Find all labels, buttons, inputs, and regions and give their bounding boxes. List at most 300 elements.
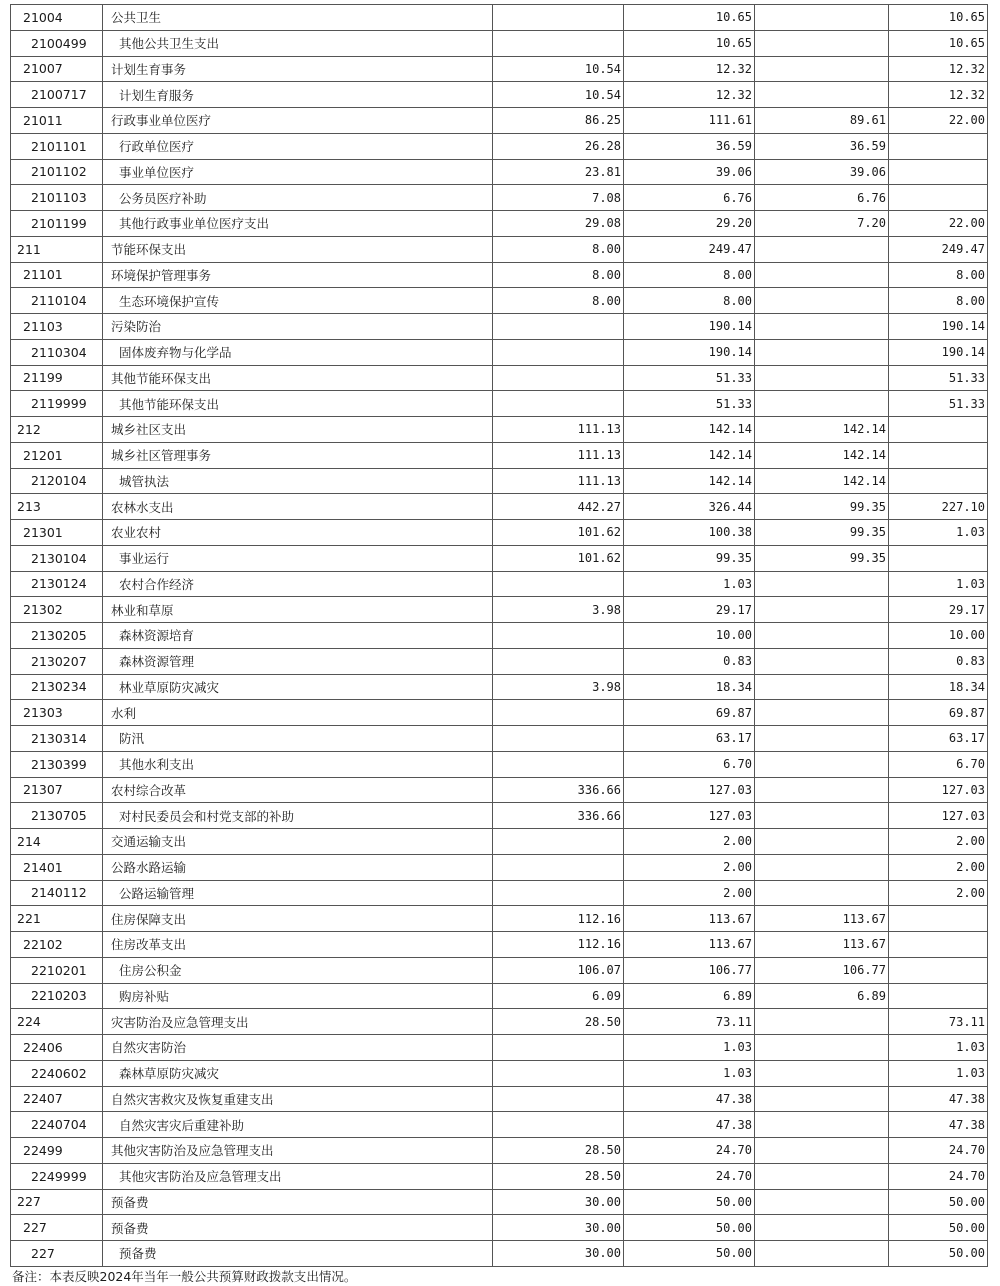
table-row (11, 56, 988, 82)
prior-year-cell (493, 880, 624, 906)
table-row (11, 854, 988, 880)
row-code-cell: 21301 (11, 520, 103, 546)
basic-expenditure-cell (755, 339, 889, 365)
total-cell: 1.03 (624, 571, 755, 597)
row-name-cell: 城管执法 (103, 468, 493, 494)
table-row (11, 829, 988, 855)
project-expenditure-cell (889, 983, 988, 1009)
row-code-cell: 21004 (11, 5, 103, 31)
project-expenditure-cell: 1.03 (889, 1035, 988, 1061)
project-expenditure-cell: 18.34 (889, 674, 988, 700)
row-name-cell: 其他公共卫生支出 (103, 30, 493, 56)
project-expenditure-cell: 10.65 (889, 5, 988, 31)
basic-expenditure-cell (755, 854, 889, 880)
basic-expenditure-cell (755, 1215, 889, 1241)
basic-expenditure-cell (755, 288, 889, 314)
basic-expenditure-cell (755, 1138, 889, 1164)
table-row (11, 1060, 988, 1086)
total-cell: 18.34 (624, 674, 755, 700)
table-row (11, 545, 988, 571)
project-expenditure-cell: 73.11 (889, 1009, 988, 1035)
prior-year-cell (493, 1112, 624, 1138)
row-name-cell: 林业草原防灾减灾 (103, 674, 493, 700)
total-cell: 99.35 (624, 545, 755, 571)
total-cell: 10.65 (624, 5, 755, 31)
prior-year-cell: 29.08 (493, 211, 624, 237)
row-name-cell: 固体废弃物与化学品 (103, 339, 493, 365)
table-row (11, 5, 988, 31)
total-cell: 113.67 (624, 932, 755, 958)
prior-year-cell: 8.00 (493, 236, 624, 262)
project-expenditure-cell: 63.17 (889, 726, 988, 752)
row-name-cell: 城乡社区管理事务 (103, 442, 493, 468)
row-code-cell: 21199 (11, 365, 103, 391)
row-code-cell: 21303 (11, 700, 103, 726)
prior-year-cell: 28.50 (493, 1163, 624, 1189)
basic-expenditure-cell (755, 700, 889, 726)
total-cell: 29.17 (624, 597, 755, 623)
prior-year-cell (493, 391, 624, 417)
table-row (11, 288, 988, 314)
total-cell: 0.83 (624, 648, 755, 674)
project-expenditure-cell: 127.03 (889, 777, 988, 803)
total-cell: 51.33 (624, 365, 755, 391)
project-expenditure-cell: 8.00 (889, 288, 988, 314)
total-cell: 127.03 (624, 803, 755, 829)
row-code-cell: 227 (11, 1241, 103, 1267)
basic-expenditure-cell: 7.20 (755, 211, 889, 237)
row-name-cell: 预备费 (103, 1241, 493, 1267)
basic-expenditure-cell (755, 1163, 889, 1189)
total-cell: 326.44 (624, 494, 755, 520)
row-code-cell: 22407 (11, 1086, 103, 1112)
basic-expenditure-cell: 99.35 (755, 545, 889, 571)
row-name-cell: 森林资源管理 (103, 648, 493, 674)
total-cell: 12.32 (624, 82, 755, 108)
row-code-cell: 2130399 (11, 751, 103, 777)
row-code-cell: 22499 (11, 1138, 103, 1164)
row-name-cell: 住房公积金 (103, 957, 493, 983)
table-row (11, 648, 988, 674)
total-cell: 8.00 (624, 262, 755, 288)
project-expenditure-cell: 22.00 (889, 108, 988, 134)
table-row (11, 1035, 988, 1061)
row-name-cell: 环境保护管理事务 (103, 262, 493, 288)
table-row (11, 571, 988, 597)
table-row (11, 597, 988, 623)
project-expenditure-cell (889, 133, 988, 159)
prior-year-cell: 28.50 (493, 1138, 624, 1164)
basic-expenditure-cell (755, 880, 889, 906)
basic-expenditure-cell: 142.14 (755, 442, 889, 468)
row-name-cell: 其他行政事业单位医疗支出 (103, 211, 493, 237)
row-name-cell: 其他节能环保支出 (103, 365, 493, 391)
total-cell: 106.77 (624, 957, 755, 983)
row-name-cell: 行政事业单位医疗 (103, 108, 493, 134)
basic-expenditure-cell (755, 1241, 889, 1267)
project-expenditure-cell: 47.38 (889, 1112, 988, 1138)
row-code-cell: 22406 (11, 1035, 103, 1061)
prior-year-cell: 10.54 (493, 56, 624, 82)
row-name-cell: 对村民委员会和村党支部的补助 (103, 803, 493, 829)
project-expenditure-cell: 127.03 (889, 803, 988, 829)
basic-expenditure-cell: 99.35 (755, 520, 889, 546)
basic-expenditure-cell (755, 1189, 889, 1215)
table-row (11, 983, 988, 1009)
row-code-cell: 2130314 (11, 726, 103, 752)
prior-year-cell: 106.07 (493, 957, 624, 983)
basic-expenditure-cell (755, 30, 889, 56)
total-cell: 127.03 (624, 777, 755, 803)
table-row (11, 777, 988, 803)
prior-year-cell (493, 1086, 624, 1112)
row-code-cell: 2110304 (11, 339, 103, 365)
basic-expenditure-cell (755, 5, 889, 31)
table-row (11, 880, 988, 906)
row-code-cell: 2100499 (11, 30, 103, 56)
table-row (11, 1009, 988, 1035)
table-row (11, 185, 988, 211)
project-expenditure-cell: 0.83 (889, 648, 988, 674)
project-expenditure-cell: 2.00 (889, 829, 988, 855)
prior-year-cell (493, 5, 624, 31)
total-cell: 142.14 (624, 417, 755, 443)
total-cell: 10.65 (624, 30, 755, 56)
basic-expenditure-cell (755, 571, 889, 597)
table-row (11, 159, 988, 185)
table-row (11, 957, 988, 983)
project-expenditure-cell (889, 957, 988, 983)
table-row (11, 314, 988, 340)
row-code-cell: 221 (11, 906, 103, 932)
prior-year-cell (493, 751, 624, 777)
total-cell: 47.38 (624, 1086, 755, 1112)
table-row (11, 906, 988, 932)
total-cell: 249.47 (624, 236, 755, 262)
row-code-cell: 21007 (11, 56, 103, 82)
prior-year-cell (493, 648, 624, 674)
row-code-cell: 21401 (11, 854, 103, 880)
row-name-cell: 行政单位医疗 (103, 133, 493, 159)
row-code-cell: 2140112 (11, 880, 103, 906)
project-expenditure-cell: 22.00 (889, 211, 988, 237)
prior-year-cell: 101.62 (493, 545, 624, 571)
row-code-cell: 2130705 (11, 803, 103, 829)
basic-expenditure-cell (755, 726, 889, 752)
row-code-cell: 2101102 (11, 159, 103, 185)
project-expenditure-cell: 47.38 (889, 1086, 988, 1112)
table-row (11, 1189, 988, 1215)
total-cell: 1.03 (624, 1060, 755, 1086)
row-code-cell: 2130205 (11, 623, 103, 649)
table-row (11, 494, 988, 520)
basic-expenditure-cell: 113.67 (755, 906, 889, 932)
total-cell: 6.76 (624, 185, 755, 211)
basic-expenditure-cell: 39.06 (755, 159, 889, 185)
project-expenditure-cell: 50.00 (889, 1215, 988, 1241)
prior-year-cell: 442.27 (493, 494, 624, 520)
total-cell: 100.38 (624, 520, 755, 546)
project-expenditure-cell: 190.14 (889, 314, 988, 340)
total-cell: 1.03 (624, 1035, 755, 1061)
row-code-cell: 211 (11, 236, 103, 262)
table-row (11, 391, 988, 417)
project-expenditure-cell: 51.33 (889, 391, 988, 417)
row-code-cell: 2130124 (11, 571, 103, 597)
table-row (11, 803, 988, 829)
prior-year-cell: 111.13 (493, 468, 624, 494)
row-name-cell: 森林资源培育 (103, 623, 493, 649)
row-name-cell: 预备费 (103, 1215, 493, 1241)
row-code-cell: 2210203 (11, 983, 103, 1009)
prior-year-cell (493, 571, 624, 597)
table-row (11, 262, 988, 288)
table-row (11, 674, 988, 700)
project-expenditure-cell: 24.70 (889, 1138, 988, 1164)
project-expenditure-cell: 51.33 (889, 365, 988, 391)
row-code-cell: 2100717 (11, 82, 103, 108)
total-cell: 69.87 (624, 700, 755, 726)
row-name-cell: 其他灾害防治及应急管理支出 (103, 1163, 493, 1189)
budget-table-body (11, 5, 988, 1267)
project-expenditure-cell: 12.32 (889, 56, 988, 82)
prior-year-cell (493, 1035, 624, 1061)
row-name-cell: 事业运行 (103, 545, 493, 571)
total-cell: 6.70 (624, 751, 755, 777)
prior-year-cell: 112.16 (493, 906, 624, 932)
prior-year-cell (493, 1060, 624, 1086)
total-cell: 8.00 (624, 288, 755, 314)
row-code-cell: 2110104 (11, 288, 103, 314)
project-expenditure-cell: 10.65 (889, 30, 988, 56)
row-name-cell: 计划生育服务 (103, 82, 493, 108)
row-code-cell: 2240602 (11, 1060, 103, 1086)
project-expenditure-cell: 69.87 (889, 700, 988, 726)
row-name-cell: 住房保障支出 (103, 906, 493, 932)
row-name-cell: 购房补贴 (103, 983, 493, 1009)
basic-expenditure-cell: 89.61 (755, 108, 889, 134)
total-cell: 2.00 (624, 854, 755, 880)
project-expenditure-cell: 6.70 (889, 751, 988, 777)
total-cell: 142.14 (624, 442, 755, 468)
project-expenditure-cell (889, 932, 988, 958)
project-expenditure-cell: 50.00 (889, 1189, 988, 1215)
total-cell: 47.38 (624, 1112, 755, 1138)
project-expenditure-cell: 2.00 (889, 880, 988, 906)
table-row (11, 442, 988, 468)
row-name-cell: 农业农村 (103, 520, 493, 546)
row-name-cell: 自然灾害防治 (103, 1035, 493, 1061)
row-code-cell: 2101199 (11, 211, 103, 237)
prior-year-cell: 336.66 (493, 803, 624, 829)
row-name-cell: 公路水路运输 (103, 854, 493, 880)
table-row (11, 726, 988, 752)
table-row (11, 339, 988, 365)
row-name-cell: 计划生育事务 (103, 56, 493, 82)
basic-expenditure-cell (755, 82, 889, 108)
row-code-cell: 21201 (11, 442, 103, 468)
row-name-cell: 灾害防治及应急管理支出 (103, 1009, 493, 1035)
total-cell: 50.00 (624, 1189, 755, 1215)
project-expenditure-cell: 227.10 (889, 494, 988, 520)
prior-year-cell: 336.66 (493, 777, 624, 803)
row-name-cell: 住房改革支出 (103, 932, 493, 958)
basic-expenditure-cell (755, 648, 889, 674)
project-expenditure-cell: 2.00 (889, 854, 988, 880)
total-cell: 51.33 (624, 391, 755, 417)
prior-year-cell (493, 829, 624, 855)
total-cell: 190.14 (624, 314, 755, 340)
prior-year-cell (493, 726, 624, 752)
project-expenditure-cell: 190.14 (889, 339, 988, 365)
project-expenditure-cell: 1.03 (889, 571, 988, 597)
table-row (11, 1163, 988, 1189)
prior-year-cell: 7.08 (493, 185, 624, 211)
prior-year-cell: 8.00 (493, 288, 624, 314)
table-row (11, 1112, 988, 1138)
total-cell: 24.70 (624, 1163, 755, 1189)
prior-year-cell: 30.00 (493, 1241, 624, 1267)
prior-year-cell (493, 339, 624, 365)
basic-expenditure-cell: 106.77 (755, 957, 889, 983)
row-name-cell: 生态环境保护宣传 (103, 288, 493, 314)
basic-expenditure-cell (755, 829, 889, 855)
prior-year-cell: 3.98 (493, 597, 624, 623)
prior-year-cell (493, 700, 624, 726)
row-name-cell: 林业和草原 (103, 597, 493, 623)
basic-expenditure-cell (755, 391, 889, 417)
total-cell: 63.17 (624, 726, 755, 752)
row-code-cell: 2130234 (11, 674, 103, 700)
row-code-cell: 21302 (11, 597, 103, 623)
row-name-cell: 农村合作经济 (103, 571, 493, 597)
basic-expenditure-cell: 6.89 (755, 983, 889, 1009)
row-name-cell: 农林水支出 (103, 494, 493, 520)
row-code-cell: 2120104 (11, 468, 103, 494)
table-row (11, 932, 988, 958)
project-expenditure-cell: 24.70 (889, 1163, 988, 1189)
row-name-cell: 其他节能环保支出 (103, 391, 493, 417)
basic-expenditure-cell: 36.59 (755, 133, 889, 159)
row-name-cell: 事业单位医疗 (103, 159, 493, 185)
prior-year-cell: 86.25 (493, 108, 624, 134)
table-row (11, 211, 988, 237)
row-code-cell: 2130104 (11, 545, 103, 571)
row-code-cell: 213 (11, 494, 103, 520)
table-row (11, 417, 988, 443)
basic-expenditure-cell: 99.35 (755, 494, 889, 520)
total-cell: 29.20 (624, 211, 755, 237)
project-expenditure-cell (889, 159, 988, 185)
basic-expenditure-cell (755, 803, 889, 829)
basic-expenditure-cell (755, 623, 889, 649)
row-code-cell: 21103 (11, 314, 103, 340)
row-name-cell: 交通运输支出 (103, 829, 493, 855)
project-expenditure-cell: 10.00 (889, 623, 988, 649)
budget-table (10, 4, 988, 1267)
total-cell: 2.00 (624, 880, 755, 906)
row-name-cell: 公务员医疗补助 (103, 185, 493, 211)
prior-year-cell: 23.81 (493, 159, 624, 185)
table-row (11, 133, 988, 159)
project-expenditure-cell: 1.03 (889, 1060, 988, 1086)
prior-year-cell: 8.00 (493, 262, 624, 288)
basic-expenditure-cell (755, 1112, 889, 1138)
total-cell: 50.00 (624, 1241, 755, 1267)
project-expenditure-cell: 8.00 (889, 262, 988, 288)
basic-expenditure-cell (755, 674, 889, 700)
row-code-cell: 2130207 (11, 648, 103, 674)
table-row (11, 82, 988, 108)
table-row (11, 623, 988, 649)
prior-year-cell: 28.50 (493, 1009, 624, 1035)
project-expenditure-cell: 29.17 (889, 597, 988, 623)
project-expenditure-cell: 50.00 (889, 1241, 988, 1267)
row-code-cell: 22102 (11, 932, 103, 958)
row-name-cell: 水利 (103, 700, 493, 726)
prior-year-cell: 10.54 (493, 82, 624, 108)
table-row (11, 1241, 988, 1267)
row-name-cell: 其他水利支出 (103, 751, 493, 777)
row-name-cell: 自然灾害救灾及恢复重建支出 (103, 1086, 493, 1112)
basic-expenditure-cell (755, 56, 889, 82)
prior-year-cell: 26.28 (493, 133, 624, 159)
row-name-cell: 农村综合改革 (103, 777, 493, 803)
total-cell: 12.32 (624, 56, 755, 82)
total-cell: 36.59 (624, 133, 755, 159)
row-code-cell: 2210201 (11, 957, 103, 983)
basic-expenditure-cell (755, 1086, 889, 1112)
row-code-cell: 21011 (11, 108, 103, 134)
total-cell: 24.70 (624, 1138, 755, 1164)
table-row (11, 365, 988, 391)
row-code-cell: 21307 (11, 777, 103, 803)
table-row (11, 751, 988, 777)
table-row (11, 236, 988, 262)
total-cell: 10.00 (624, 623, 755, 649)
row-name-cell: 节能环保支出 (103, 236, 493, 262)
basic-expenditure-cell (755, 777, 889, 803)
prior-year-cell: 30.00 (493, 1215, 624, 1241)
row-name-cell: 森林草原防灾减灾 (103, 1060, 493, 1086)
row-code-cell: 2119999 (11, 391, 103, 417)
row-code-cell: 2240704 (11, 1112, 103, 1138)
row-name-cell: 污染防治 (103, 314, 493, 340)
total-cell: 39.06 (624, 159, 755, 185)
row-name-cell: 公共卫生 (103, 5, 493, 31)
total-cell: 190.14 (624, 339, 755, 365)
prior-year-cell: 30.00 (493, 1189, 624, 1215)
row-code-cell: 2101101 (11, 133, 103, 159)
project-expenditure-cell: 12.32 (889, 82, 988, 108)
prior-year-cell: 6.09 (493, 983, 624, 1009)
basic-expenditure-cell (755, 1009, 889, 1035)
basic-expenditure-cell (755, 262, 889, 288)
row-code-cell: 212 (11, 417, 103, 443)
basic-expenditure-cell (755, 751, 889, 777)
project-expenditure-cell (889, 442, 988, 468)
project-expenditure-cell (889, 185, 988, 211)
row-name-cell: 城乡社区支出 (103, 417, 493, 443)
basic-expenditure-cell (755, 597, 889, 623)
prior-year-cell: 111.13 (493, 417, 624, 443)
basic-expenditure-cell (755, 236, 889, 262)
row-name-cell: 其他灾害防治及应急管理支出 (103, 1138, 493, 1164)
project-expenditure-cell (889, 906, 988, 932)
table-row (11, 30, 988, 56)
basic-expenditure-cell (755, 314, 889, 340)
total-cell: 113.67 (624, 906, 755, 932)
